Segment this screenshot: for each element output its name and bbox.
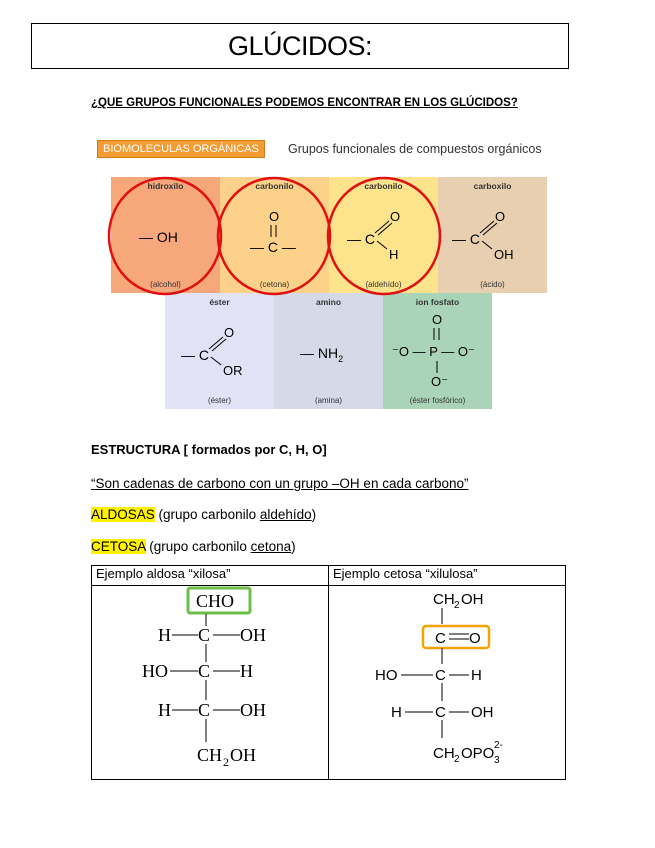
cetosa-pre: (grupo carbonilo <box>145 539 251 554</box>
group-label: carbonilo <box>364 181 403 191</box>
svg-text:C: C <box>435 630 446 647</box>
group-label: hidroxilo <box>147 181 184 191</box>
svg-text:3: 3 <box>494 755 500 766</box>
group-foot: (alcohol) <box>150 280 181 289</box>
svg-text:CH: CH <box>197 745 223 765</box>
svg-text:— C: — C <box>347 231 375 247</box>
left-header: Ejemplo aldosa “xilosa” <box>92 566 329 586</box>
svg-text:H: H <box>158 700 171 720</box>
cetosa-line <box>91 539 296 554</box>
svg-text:⁻O — P — O⁻: ⁻O — P — O⁻ <box>392 344 475 359</box>
svg-text:H: H <box>158 625 171 645</box>
cetosa-post: ) <box>291 539 296 554</box>
formula-nh2 <box>300 345 343 364</box>
nh2-subscript: 2 <box>338 353 344 364</box>
svg-text:HO: HO <box>375 667 398 684</box>
aldosas-post: ) <box>311 507 317 522</box>
svg-text:C: C <box>198 661 211 681</box>
figure-subtitle: Grupos funcionales de compuestos orgánicos <box>288 142 542 156</box>
svg-text:2: 2 <box>223 755 229 769</box>
svg-text:OH: OH <box>230 745 256 765</box>
group-label: ion fosfato <box>415 297 460 307</box>
svg-text:2: 2 <box>454 754 460 765</box>
group-amino <box>274 293 383 409</box>
carboxyl-formula <box>438 177 547 293</box>
aldosas-line <box>91 507 316 522</box>
highlight-circles <box>100 175 450 300</box>
group-label: éster <box>209 297 230 307</box>
svg-text:C: C <box>198 625 211 645</box>
svg-text:— C: — C <box>181 347 209 363</box>
svg-text:OH: OH <box>471 704 494 721</box>
svg-text:OPO: OPO <box>461 745 495 762</box>
xilosa-cell <box>92 586 329 780</box>
svg-text:H: H <box>389 247 399 262</box>
circle-aldehido <box>328 178 440 294</box>
svg-text:O: O <box>432 312 443 327</box>
figure-badge: BIOMOLECULAS ORGÁNICAS <box>97 140 265 158</box>
group-foot: (amina) <box>314 396 343 405</box>
group-foot: (éster fosfórico) <box>409 396 466 405</box>
xilosa-structure <box>92 586 328 774</box>
svg-text:O: O <box>269 209 280 224</box>
svg-text:CH: CH <box>433 745 455 762</box>
svg-text:OH: OH <box>461 591 484 608</box>
aldosas-group: aldehído <box>259 507 312 522</box>
group-carboxilo <box>438 177 547 293</box>
svg-text:C: C <box>435 667 446 684</box>
group-foot: (aldehído) <box>365 280 402 289</box>
group-foot: (ácido) <box>480 280 505 289</box>
group-ester <box>165 293 274 409</box>
svg-text:— C —: — C — <box>250 239 296 255</box>
svg-text:H: H <box>240 661 253 681</box>
svg-text:C: C <box>435 704 446 721</box>
group-label: amino <box>315 297 342 307</box>
group-foot: (cetona) <box>259 280 290 289</box>
cetosa-group: cetona <box>250 539 292 554</box>
svg-text:OH: OH <box>240 625 266 645</box>
aldosas-pre: (grupo carbonilo <box>154 507 260 522</box>
formula-oh: — OH <box>139 229 178 245</box>
group-fosfato <box>383 293 492 409</box>
xilulosa-structure <box>329 586 565 774</box>
xilulosa-cell <box>329 586 566 780</box>
svg-text:H: H <box>391 704 402 721</box>
structure-heading: ESTRUCTURA [ formados por C, H, O] <box>91 442 327 457</box>
group-label: carbonilo <box>255 181 294 191</box>
svg-text:2: 2 <box>454 600 460 611</box>
svg-text:CH: CH <box>433 591 455 608</box>
question-heading: ¿QUE GRUPOS FUNCIONALES PODEMOS ENCONTRAR EN LOS GLÚCIDOS? <box>91 97 518 109</box>
svg-text:OH: OH <box>240 700 266 720</box>
svg-text:C: C <box>198 700 211 720</box>
svg-text:O: O <box>390 209 401 224</box>
definition-quote: “Son cadenas de carbono con un grupo –OH en cada carbono” <box>91 476 469 491</box>
nh2-text: — NH <box>300 345 339 361</box>
phosphate-formula <box>383 293 492 409</box>
svg-text:H: H <box>471 667 482 684</box>
right-header: Ejemplo cetosa “xilulosa” <box>329 566 566 586</box>
svg-text:O⁻: O⁻ <box>431 374 448 389</box>
svg-text:O: O <box>224 325 235 340</box>
circle-hidroxilo <box>109 178 221 294</box>
group-foot: (éster) <box>207 396 232 405</box>
svg-text:OH: OH <box>494 247 514 262</box>
svg-text:CHO: CHO <box>196 591 235 611</box>
page-title: GLÚCIDOS: <box>31 23 569 69</box>
circle-cetona <box>218 178 330 294</box>
group-label: carboxilo <box>473 181 512 191</box>
svg-text:O: O <box>495 209 506 224</box>
svg-text:HO: HO <box>142 661 168 681</box>
cetosa-term: CETOSA <box>91 539 146 554</box>
svg-text:— C: — C <box>452 231 480 247</box>
ester-formula <box>165 293 274 409</box>
aldosas-term: ALDOSAS <box>91 507 155 522</box>
svg-text:OR: OR <box>223 363 243 378</box>
svg-text:O: O <box>469 630 481 647</box>
svg-text:2-: 2- <box>494 740 503 751</box>
examples-table <box>91 565 566 780</box>
